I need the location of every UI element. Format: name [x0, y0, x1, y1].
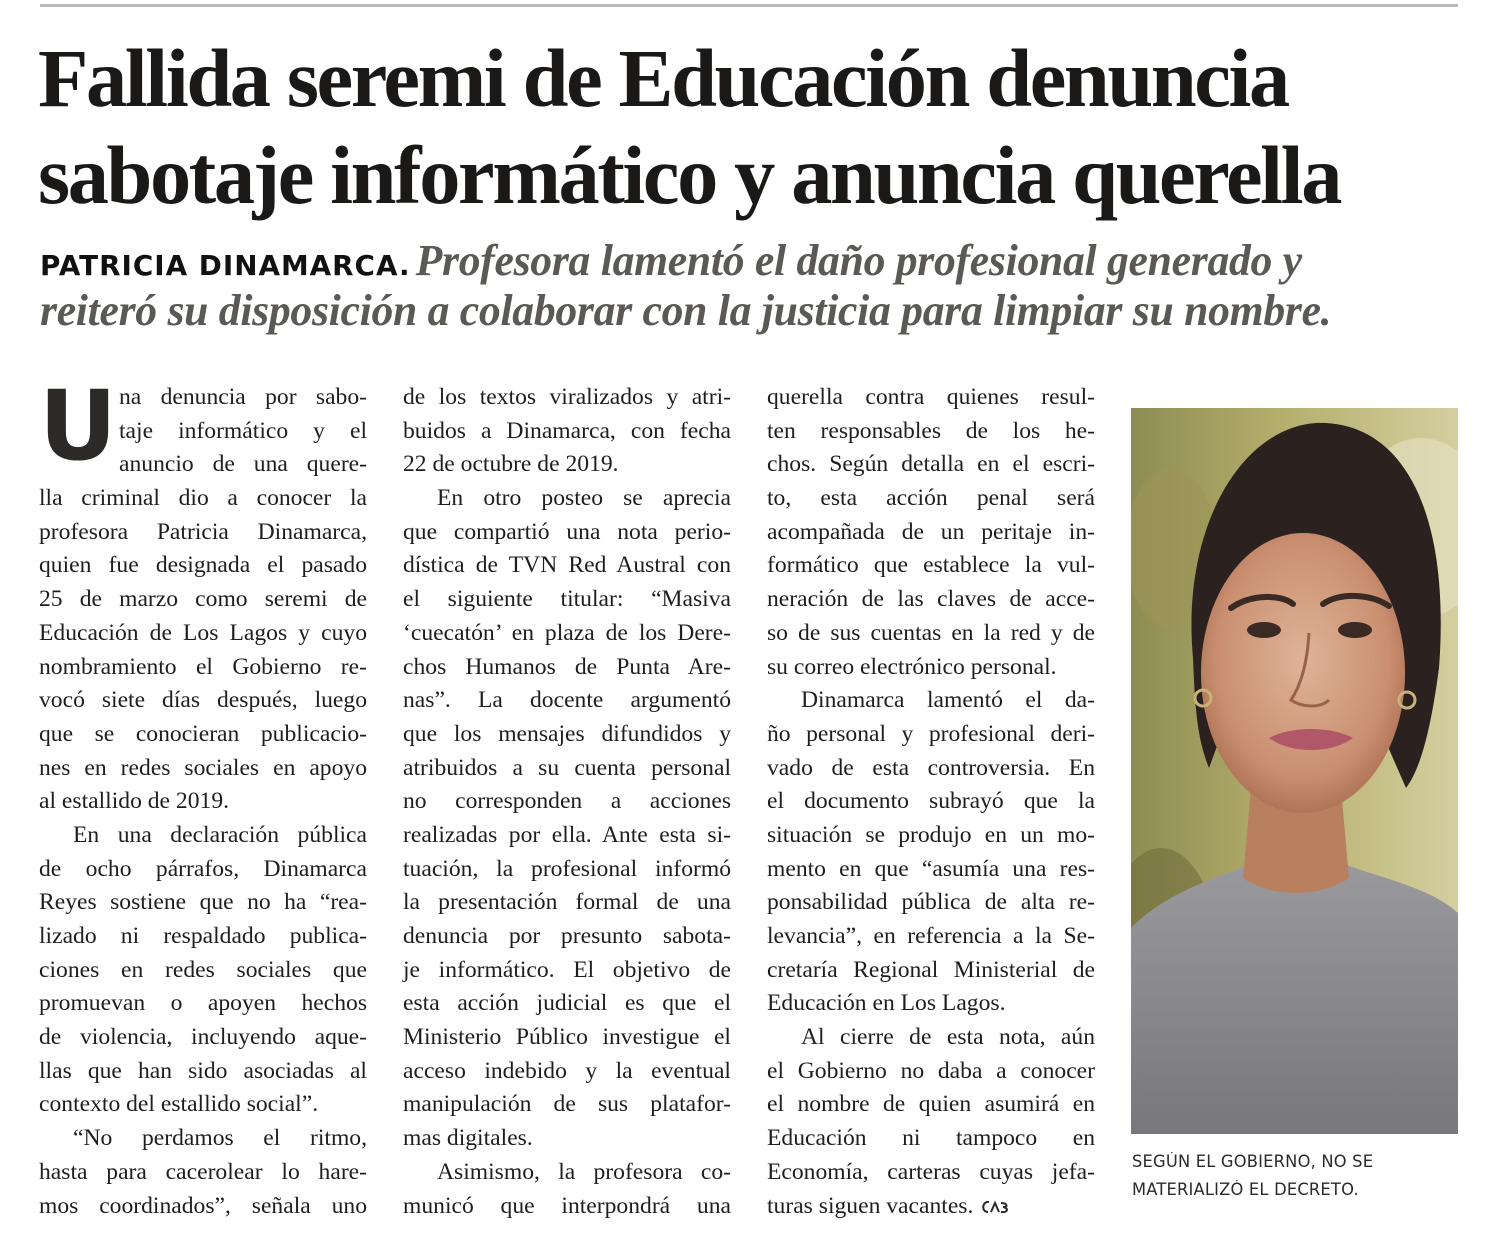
- body-line: 22 de octubre de 2019.: [403, 451, 619, 478]
- body-line: el siguiente titular: “Masiva: [403, 586, 731, 613]
- body-line: nas”. La docente argumentó: [403, 687, 731, 714]
- body-line: turas siguen vacantes.: [767, 1192, 974, 1219]
- body-line: so de sus cuentas en la red y de: [767, 619, 1095, 646]
- body-line: de los textos viralizados y atri-: [403, 384, 731, 410]
- body-line: nes en redes sociales en apoyo: [39, 754, 367, 781]
- portrait-photo: [1131, 408, 1458, 1134]
- photo-caption: [1132, 1148, 1462, 1204]
- body-line: denuncia por presunto sabota-: [403, 923, 731, 949]
- body-line: buidos a Dinamarca, con fecha: [403, 417, 731, 444]
- headline-line: sabotaje informático y anuncia querella: [38, 129, 1341, 221]
- body-line: lizado ni respaldado publica-: [39, 923, 367, 949]
- body-line: el Gobierno no daba a conocer: [767, 1057, 1095, 1084]
- body-line: Educación ni tampoco en: [767, 1125, 1095, 1152]
- body-line: to, esta acción penal será: [767, 485, 1095, 512]
- body-line: que se conocieran publicacio-: [39, 720, 367, 747]
- deck-line: [40, 236, 1450, 286]
- body-line: vado de esta controversia. En: [767, 754, 1095, 781]
- body-line: vocó siete días después, luego: [39, 687, 367, 714]
- body-line: levancia”, en referencia a la Se-: [767, 923, 1095, 949]
- body-line: Ministerio Público investigue el: [403, 1024, 731, 1051]
- body-line: En una declaración pública: [73, 821, 367, 848]
- body-line: contexto del estallido social”.: [39, 1091, 319, 1118]
- body-line: promuevan o apoyen hechos: [39, 990, 367, 1017]
- body-line: na denuncia por sabo-: [119, 384, 367, 410]
- body-line: hasta para cacerolear lo hare-: [39, 1158, 367, 1185]
- body-line: el nombre de quien asumirá en: [767, 1091, 1095, 1118]
- body-line: querella contra quienes resul-: [767, 384, 1095, 410]
- body-line-last: [767, 1190, 1095, 1224]
- body-column-1: [39, 370, 367, 1223]
- headline: [38, 30, 1458, 224]
- body-line: situación se produjo en un mo-: [767, 821, 1095, 848]
- body-line: lla criminal dio a conocer la: [39, 485, 367, 512]
- body-line: llas que han sido asociadas al: [39, 1057, 367, 1084]
- body-line: mento en que “asumía una res-: [767, 855, 1095, 882]
- body-line: nombramiento el Gobierno re-: [39, 653, 367, 680]
- body-line: acceso indebido y la eventual: [403, 1057, 731, 1084]
- body-line: anuncio de una quere-: [119, 451, 367, 478]
- body-line: ten responsables de los he-: [767, 417, 1095, 444]
- body-line: realizadas por ella. Ante esta si-: [403, 821, 731, 848]
- drop-cap: U: [39, 370, 117, 482]
- body-line: acompañada de un peritaje in-: [767, 518, 1095, 545]
- body-line: que compartió una nota perio-: [403, 518, 731, 545]
- body-line: ponsabilidad pública de alta re-: [767, 889, 1095, 916]
- body-line: En otro posteo se aprecia: [437, 485, 731, 512]
- body-line: la presentación formal de una: [403, 889, 731, 916]
- body-line: “No perdamos el ritmo,: [73, 1125, 367, 1152]
- headline-line: Fallida seremi de Educación denuncia: [38, 32, 1288, 124]
- body-line: al estallido de 2019.: [39, 788, 230, 815]
- body-line: cretaría Regional Ministerial de: [767, 956, 1095, 983]
- body-line: municó que interpondrá una: [403, 1192, 731, 1219]
- body-line: ciones en redes sociales que: [39, 956, 367, 983]
- body-line: je informático. El objetivo de: [403, 956, 731, 983]
- body-line: de violencia, incluyendo aque-: [39, 1024, 367, 1051]
- body-line: esta acción judicial es que el: [403, 990, 731, 1017]
- body-line: profesora Patricia Dinamarca,: [39, 518, 367, 545]
- body-line: Educación en Los Lagos.: [767, 990, 1006, 1017]
- body-line: dística de TVN Red Austral con: [403, 552, 731, 579]
- body-line: taje informático y el: [119, 417, 367, 444]
- body-line: Asimismo, la profesora co-: [437, 1158, 731, 1185]
- deck-line: [40, 286, 1450, 336]
- body-line: Al cierre de esta nota, aún: [801, 1024, 1095, 1051]
- body-line: Economía, carteras cuyas jefa-: [767, 1158, 1095, 1185]
- body-line: ño personal y profesional deri-: [767, 720, 1095, 747]
- deck: [40, 236, 1460, 336]
- body-line: Educación de Los Lagos y cuyo: [39, 619, 367, 646]
- body-column-2: [403, 381, 731, 1223]
- body-line: mos coordinados”, señala uno: [39, 1192, 367, 1219]
- body-line: manipulación de sus platafor-: [403, 1091, 731, 1118]
- body-line: Reyes sostiene que no ha “rea-: [39, 889, 367, 916]
- body-line: que los mensajes difundidos y: [403, 720, 731, 747]
- dropcap-paragraph: [39, 370, 367, 482]
- body-line: chos. Según detalla en el escri-: [767, 451, 1095, 478]
- body-column-3: [767, 381, 1095, 1223]
- caption-line: MATERIALIZÓ EL DECRETO.: [1132, 1180, 1359, 1199]
- body-line: 25 de marzo como seremi de: [39, 586, 367, 613]
- body-line: quien fue designada el pasado: [39, 552, 367, 579]
- body-line: atribuidos a su cuenta personal: [403, 754, 731, 781]
- body-line: el documento subrayó que la: [767, 788, 1095, 815]
- deck-text: reiteró su disposición a colaborar con la justicia para limpiar su nombre.: [40, 286, 1332, 335]
- deck-text: Profesora lamentó el daño profesional generado y: [415, 236, 1302, 285]
- body-line: chos Humanos de Punta Are-: [403, 653, 731, 680]
- body-line: de ocho párrafos, Dinamarca: [39, 855, 367, 882]
- top-rule: [40, 4, 1458, 7]
- body-line: Dinamarca lamentó el da-: [801, 687, 1095, 714]
- body-line: formático que establece la vul-: [767, 552, 1095, 579]
- body-line: su correo electrónico personal.: [767, 653, 1057, 680]
- body-line: no corresponden a acciones: [403, 788, 731, 815]
- body-line: mas digitales.: [403, 1125, 533, 1152]
- end-mark-icon: [979, 1200, 1009, 1214]
- body-line: neración de las claves de acce-: [767, 586, 1095, 613]
- byline-kicker: PATRICIA DINAMARCA.: [40, 249, 411, 282]
- body-line: ‘cuecatón’ en plaza de los Dere-: [403, 619, 731, 646]
- caption-line: SEGÚN EL GOBIERNO, NO SE: [1132, 1152, 1374, 1171]
- body-line: tuación, la profesional informó: [403, 855, 731, 882]
